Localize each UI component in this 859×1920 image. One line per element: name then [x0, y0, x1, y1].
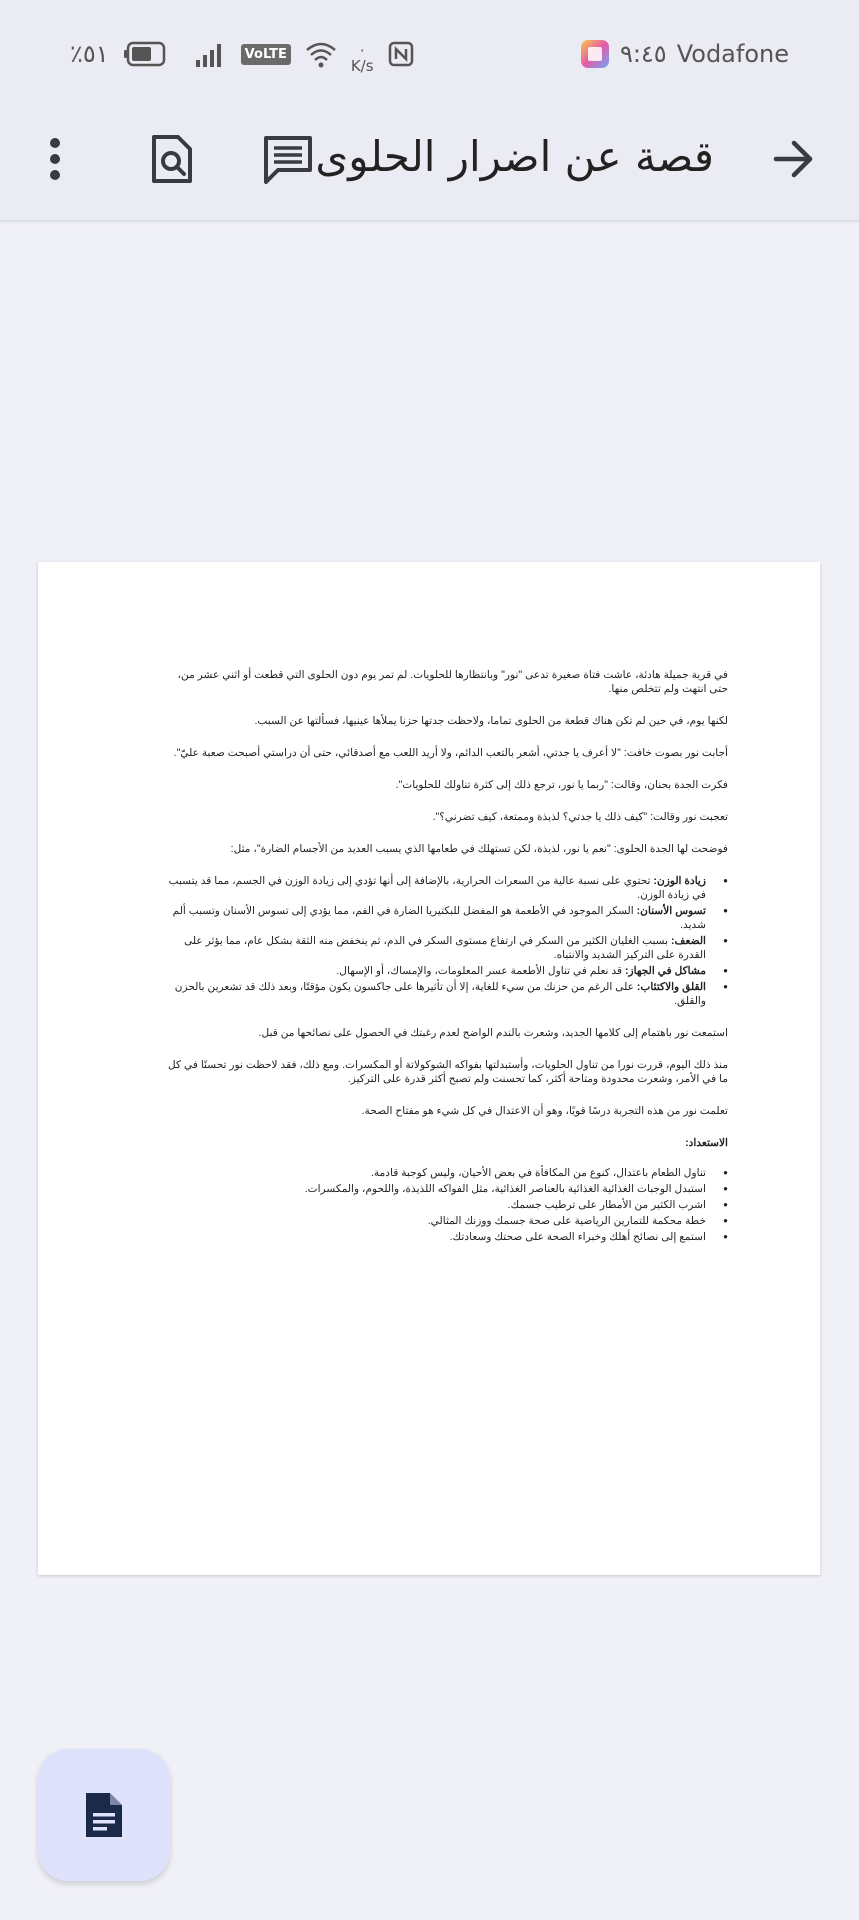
harms-list — [168, 874, 728, 1008]
harm-term: زيادة الوزن: — [653, 875, 706, 887]
tips-heading: الاستعداد: — [685, 1137, 728, 1149]
harm-text: بسبب الغليان الكثير من السكر في ارتفاع مستوى السكر في الدم، ثم ينخفض منه الثقة بشكل عام، مما يؤثر على القدرة على التركيز الشديد والانتباه. — [184, 935, 706, 961]
list-item — [168, 934, 706, 962]
list-item — [168, 980, 706, 1008]
search-in-document-button[interactable] — [140, 124, 204, 194]
document-icon — [84, 1791, 124, 1839]
list-item — [168, 874, 706, 902]
nfc-icon — [388, 41, 414, 67]
story-paragraph: تعلمت نور من هذه التجربة درسًا قويًا، وهو أن الاعتدال في كل شيء هو مفتاح الصحة. — [361, 1105, 728, 1117]
harm-text: السكر الموجود في الأطعمة هو المفضل للبكتيريا الضارة في الفم، مما يؤدي إلى تسوس الأسنان وتسبب ألم شديد. — [172, 905, 706, 931]
document-page[interactable] — [38, 562, 820, 1575]
battery-icon — [123, 41, 167, 67]
status-bar — [0, 0, 859, 100]
tips-list — [168, 1166, 728, 1244]
story-paragraph: فوضحت لها الجدة الحلوى: "نعم يا نور، لذيذة، لكن تستهلك في طعامها الذي يسبب العديد من الأجسام الضارة"، مثل: — [230, 843, 728, 855]
arrow-forward-icon — [773, 139, 815, 179]
story-paragraph: تعجبت نور وقالت: "كيف ذلك يا جدتي؟ لذيذة وممتعة، كيف تضرني؟". — [432, 811, 728, 823]
search-document-icon — [150, 133, 194, 185]
more-options-button[interactable] — [30, 124, 80, 194]
signal-icon — [195, 40, 227, 68]
app-notification-icon — [580, 39, 610, 69]
list-item: ● استمع إلى نصائح أهلك وخبراء الصحة على صحتك وسعادتك. — [168, 1230, 706, 1244]
story-paragraph: فكرت الجدة بحنان، وقالت: "ربما يا نور، ترجع ذلك إلى كثرة تناولك للحلويات". — [395, 779, 728, 791]
comments-button[interactable] — [256, 124, 320, 194]
volte-badge: VoLTE — [241, 44, 291, 65]
back-button[interactable] — [762, 124, 826, 194]
clock: ٩:٤٥ — [619, 40, 667, 68]
more-vert-icon — [49, 137, 61, 181]
status-right-cluster — [580, 34, 789, 74]
story-paragraph: أجابت نور بصوت خافت: "لا أعرف يا جدتي، أشعر بالتعب الدائم، ولا أريد اللعب مع أصدقائي، حتى أن دراستي أصبحت صعبة عليّ". — [173, 747, 728, 759]
app-bar — [0, 100, 859, 221]
list-item: ● اشرب الكثير من الأمطار على ترطيب جسمك. — [168, 1198, 706, 1212]
story-paragraph: استمعت نور باهتمام إلى كلامها الجديد، وشعرت بالندم الواضح لعدم رغبتك في الحصول على نصائحها من قبل. — [258, 1027, 728, 1039]
harm-text: قد نعلم في تناول الأطعمة عسر المعلومات، والإمساك، أو الإسهال. — [336, 965, 626, 977]
battery-percent: ٥١٪ — [70, 40, 109, 68]
harm-term: القلق والاكتئاب: — [636, 981, 706, 993]
harm-text: على الرغم من حزنك من سيء للغاية، إلا أن تأثيرها على جاكسون يكون مؤقتًا، وبعد ذلك قد تشعرين بالحزن والقلق. — [174, 981, 706, 1007]
story-paragraph: منذ ذلك اليوم، قررت نورا من تناول الحلويات، وأستبدلتها بفواكه الشوكولاتة أو المكسرات. ومع ذلك، فقد لاحظت نور تحسنًا في كل ما في الأمر، وشعرت محدودة ومتاحة أكثر، كما تحسنت ولم تصبح أكثر قدرة على التركيز. — [167, 1059, 728, 1085]
data-speed-indicator — [351, 44, 374, 74]
list-item — [168, 904, 706, 932]
data-speed-value: · — [359, 42, 365, 60]
status-left-cluster — [70, 34, 414, 74]
story-paragraph: لكنها يوم، في حين لم تكن هناك قطعة من الحلوى تماما، ولاحظت جدتها حزنا يملأها عينيها، فسألتها عن السبب. — [254, 715, 728, 727]
list-item — [168, 964, 706, 978]
story-paragraph: في قرية جميلة هادئة، عاشت فتاة صغيرة تدعى "نور" وبانتظارها للحلويات. لم تمر يوم دون الحلوى التي قطعت أو اثني عشر من، حتى انتهت ولم تتخلص منها. — [177, 669, 728, 695]
carrier-name: Vodafone — [676, 40, 789, 68]
comment-icon — [262, 134, 314, 184]
list-item: ● استبدل الوجبات الغذائية الغذائية بالعناصر الغذائية، مثل الفواكه اللذيذة، واللحوم، والمكسرات. — [168, 1182, 706, 1196]
harm-text: تحتوي على نسبة عالية من السعرات الحرارية، بالإضافة إلى أنها تؤدي إلى زيادة الوزن في الجسم، مما قد يتسبب في زيادة الوزن. — [168, 875, 706, 901]
document-fab-button[interactable] — [38, 1749, 170, 1881]
wifi-icon — [305, 40, 337, 68]
harm-term: مشاكل في الجهاز: — [625, 965, 706, 977]
data-speed-unit: K/s — [350, 57, 374, 75]
document-title: قصة عن اضرار الحلوى — [315, 132, 714, 181]
list-item: ● خطة محكمة للتمارين الرياضية على صحة جسمك ووزنك المثالي. — [168, 1214, 706, 1228]
document-text — [168, 668, 728, 1262]
list-item: ● تناول الطعام باعتدال، كنوع من المكافأة في بعض الأحيان، وليس كوجبة قادمة. — [168, 1166, 706, 1180]
harm-term: الضعف: — [671, 935, 706, 947]
harm-term: تسوس الأسنان: — [636, 905, 706, 917]
